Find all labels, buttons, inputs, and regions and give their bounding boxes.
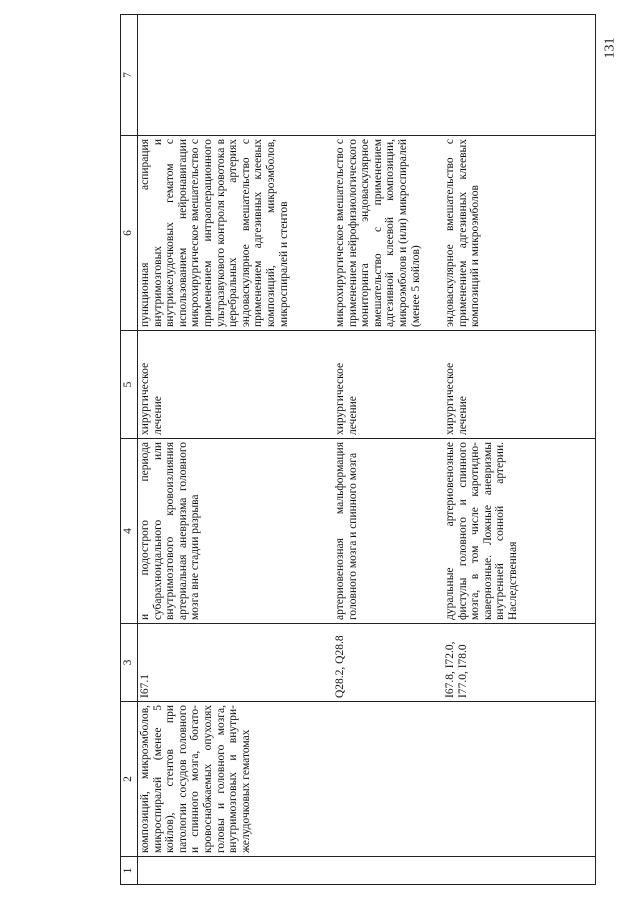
cell-number	[443, 857, 596, 885]
cell-number	[138, 857, 334, 885]
cell-icd-codes: I67.8, I72.0, I77.0, I78.0	[443, 624, 596, 702]
cell-profile	[333, 702, 443, 857]
header-col-4: 4	[121, 439, 138, 624]
cell-icd-codes: Q28.2, Q28.8	[333, 624, 443, 702]
rotated-table-page	[120, 15, 610, 885]
cell-profile: композиций, микроэмболов, микроспиралей (менее 5 койлов), стентов при патологии сосудов головного и спинного мозга, богато-кровоснабжаемых опухолях головы и головного мозга, внутримозговых и внутри-желудочковых гематомах	[138, 702, 334, 857]
header-col-1: 1	[121, 857, 138, 885]
header-col-5: 5	[121, 331, 138, 439]
cell-treatment-type: хирургическое лечение	[333, 331, 443, 439]
header-col-7: 7	[121, 15, 138, 136]
cell-profile	[443, 702, 596, 857]
cell-diagnosis: дуральные артериовенозные фистулы головного и спинного мозга, в том числе каротидно-кавернозные. Ложные аневризмы внутренней сонной артерии. Наследственная	[443, 439, 596, 624]
page-number: 131	[602, 37, 618, 59]
cell-diagnosis: артериовенозная мальформация головного мозга и спинного мозга	[333, 439, 443, 624]
cell-diagnosis: и подострого периода субарахноидального или внутримозгового кровоизлияния артериальная аневризма головного мозга вне стадии разрыва	[138, 439, 334, 624]
medical-procedures-table	[120, 14, 596, 885]
header-row	[121, 15, 138, 885]
cell-treatment-method: эндоваскулярное вмешательство с применением адгезивных клеевых композиций и микроэмболов	[443, 136, 596, 331]
header-col-3: 3	[121, 624, 138, 702]
table-row	[138, 15, 334, 885]
cell-treatment-method: пункционная аспирация внутримозговых и внутрижелудочковых гематом с использованием нейронавигации микрохирургическое вмешательство с применением интраоперационного ультразвукового контроля кровотока в церебральных артериях эндоваскулярное вмешательство с применением адгезивных клеевых композиций, микроэмболов, микроспиралей и стентов	[138, 136, 334, 331]
cell-treatment-type: хирургическое лечение	[443, 331, 596, 439]
cell-norm	[333, 15, 443, 136]
cell-icd-codes: I67.1	[138, 624, 334, 702]
table-row	[443, 15, 596, 885]
cell-treatment-type: хирургическое лечение	[138, 331, 334, 439]
cell-norm	[138, 15, 334, 136]
cell-treatment-method: микрохирургическое вмешательство с применением нейрофизиологического мониторинга эндоваскулярное вмешательство с применением адгезивной клеевой композиции, микроэмболов и (или) микроспиралей (менее 5 койлов)	[333, 136, 443, 331]
header-col-2: 2	[121, 702, 138, 857]
table-row	[333, 15, 443, 885]
cell-norm	[443, 15, 596, 136]
header-col-6: 6	[121, 136, 138, 331]
cell-number	[333, 857, 443, 885]
